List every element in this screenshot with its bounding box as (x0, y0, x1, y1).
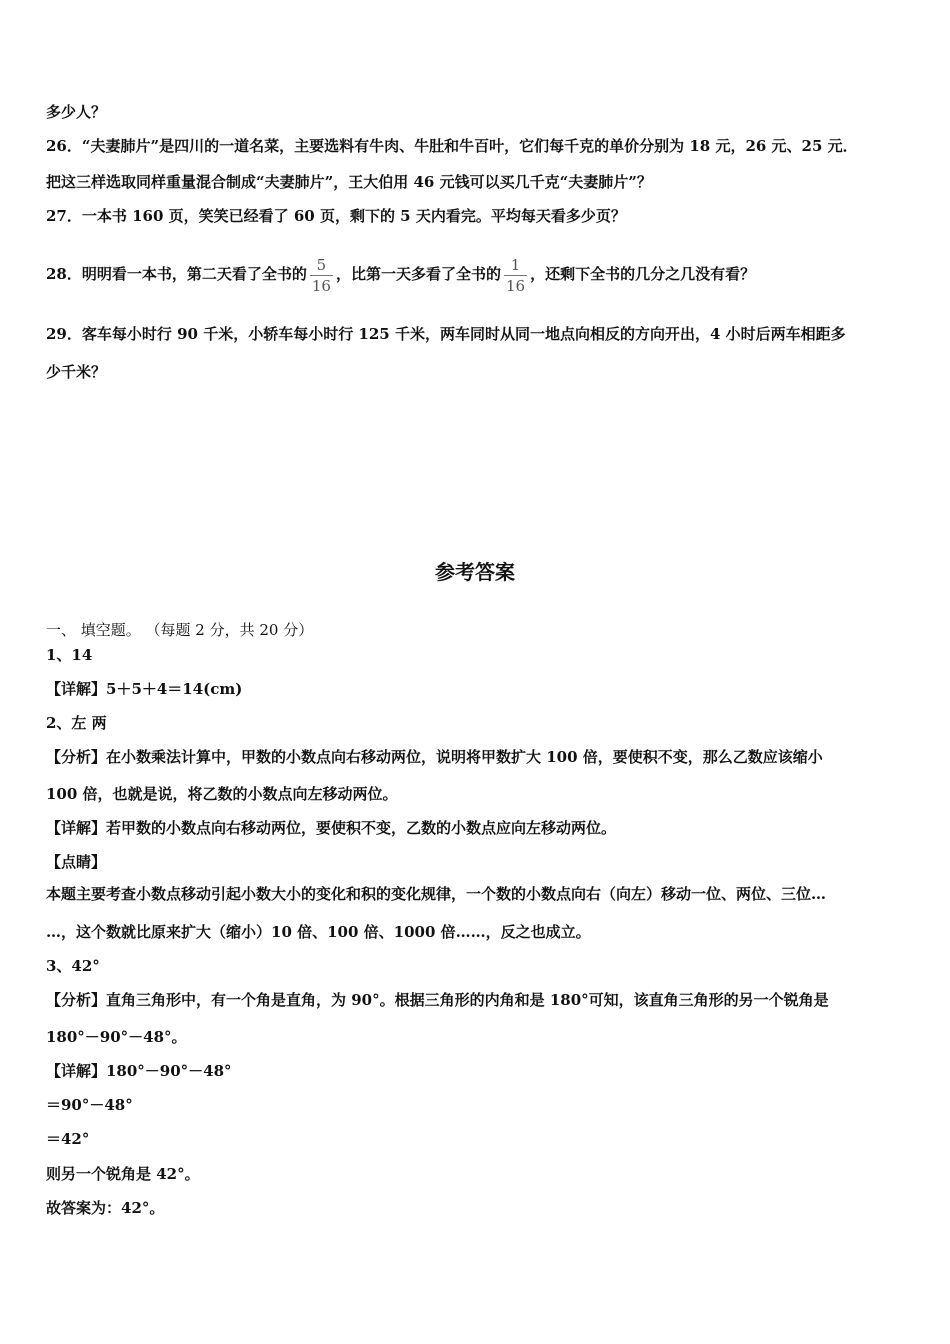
fraction-5-16 (310, 257, 333, 294)
question-26-line-2: 把这三样选取同样重量混合制成“夫妻肺片”，王大伯用 46 元钱可以买几千克“夫妻肺片”？ (46, 173, 652, 191)
question-28-part-a: 28．明明看一本书，第二天看了全书的 (46, 265, 307, 283)
answer-1: 1、14 (46, 646, 93, 664)
fraction-numerator: 1 (510, 255, 521, 274)
answer-2-point-label: 【点睛】 (46, 853, 107, 871)
fraction-denominator: 16 (311, 276, 331, 295)
answer-2-point-line-2: …，这个数就比原来扩大（缩小）10 倍、100 倍、1000 倍……，反之也成立。 (46, 923, 591, 941)
answer-2-point-line-1: 本题主要考查小数点移动引起小数大小的变化和积的变化规律，一个数的小数点向右（向左）移动一位、两位、三位… (46, 885, 827, 903)
fraction-denominator: 16 (506, 276, 526, 295)
answer-3-detail-line-2: ＝90°－48° (46, 1096, 133, 1114)
answer-1-detail: 【详解】5＋5＋4＝14(cm) (46, 680, 243, 698)
answer-3: 3、42° (46, 957, 100, 975)
answer-3-detail-line-3: ＝42° (46, 1130, 90, 1148)
question-29-line-2: 少千米？ (46, 363, 107, 381)
question-27: 27．一本书 160 页，笑笑已经看了 60 页，剩下的 5 天内看完。平均每天看多少页？ (46, 207, 626, 225)
answer-2-analysis-line-1: 【分析】在小数乘法计算中，甲数的小数点向右移动两位，说明将甲数扩大 100 倍，要使积不变，那么乙数应该缩小 (46, 748, 823, 766)
answers-title: 参考答案 (435, 560, 515, 584)
fraction-bar (504, 275, 527, 276)
answer-3-detail-line-4: 则另一个锐角是 42°。 (46, 1165, 200, 1183)
question-26-line-1: 26．“夫妻肺片”是四川的一道名菜，主要选料有牛肉、牛肚和牛百叶，它们每千克的单价分别为 18 元，26 元、25 元． (46, 137, 858, 155)
fraction-numerator: 5 (316, 255, 327, 274)
question-25-tail: 多少人？ (46, 103, 107, 121)
answer-2-analysis-line-2: 100 倍，也就是说，将乙数的小数点向左移动两位。 (46, 785, 398, 803)
question-28-part-b: ，比第一天多看了全书的 (335, 265, 501, 283)
answer-2: 2、左 两 (46, 714, 107, 732)
answer-3-analysis-line-2: 180°－90°－48°。 (46, 1028, 187, 1046)
answer-3-detail-line-5: 故答案为：42°。 (46, 1199, 165, 1217)
question-28 (46, 250, 910, 298)
question-29-line-1: 29．客车每小时行 90 千米，小轿车每小时行 125 千米，两车同时从同一地点向相反的方向开出，4 小时后两车相距多 (46, 325, 846, 343)
answer-3-analysis-line-1: 【分析】直角三角形中，有一个角是直角，为 90°。根据三角形的内角和是 180°可知，该直角三角形的另一个锐角是 (46, 991, 829, 1009)
answer-2-detail: 【详解】若甲数的小数点向右移动两位，要使积不变，乙数的小数点应向左移动两位。 (46, 819, 617, 837)
section-heading: 一、 填空题。 （每题 2 分，共 20 分） (46, 621, 314, 639)
fraction-1-16 (504, 257, 527, 294)
question-28-part-c: ，还剩下全书的几分之几没有看？ (530, 265, 756, 283)
fraction-bar (310, 275, 333, 276)
answer-3-detail-line-1: 【详解】180°－90°－48° (46, 1062, 232, 1080)
